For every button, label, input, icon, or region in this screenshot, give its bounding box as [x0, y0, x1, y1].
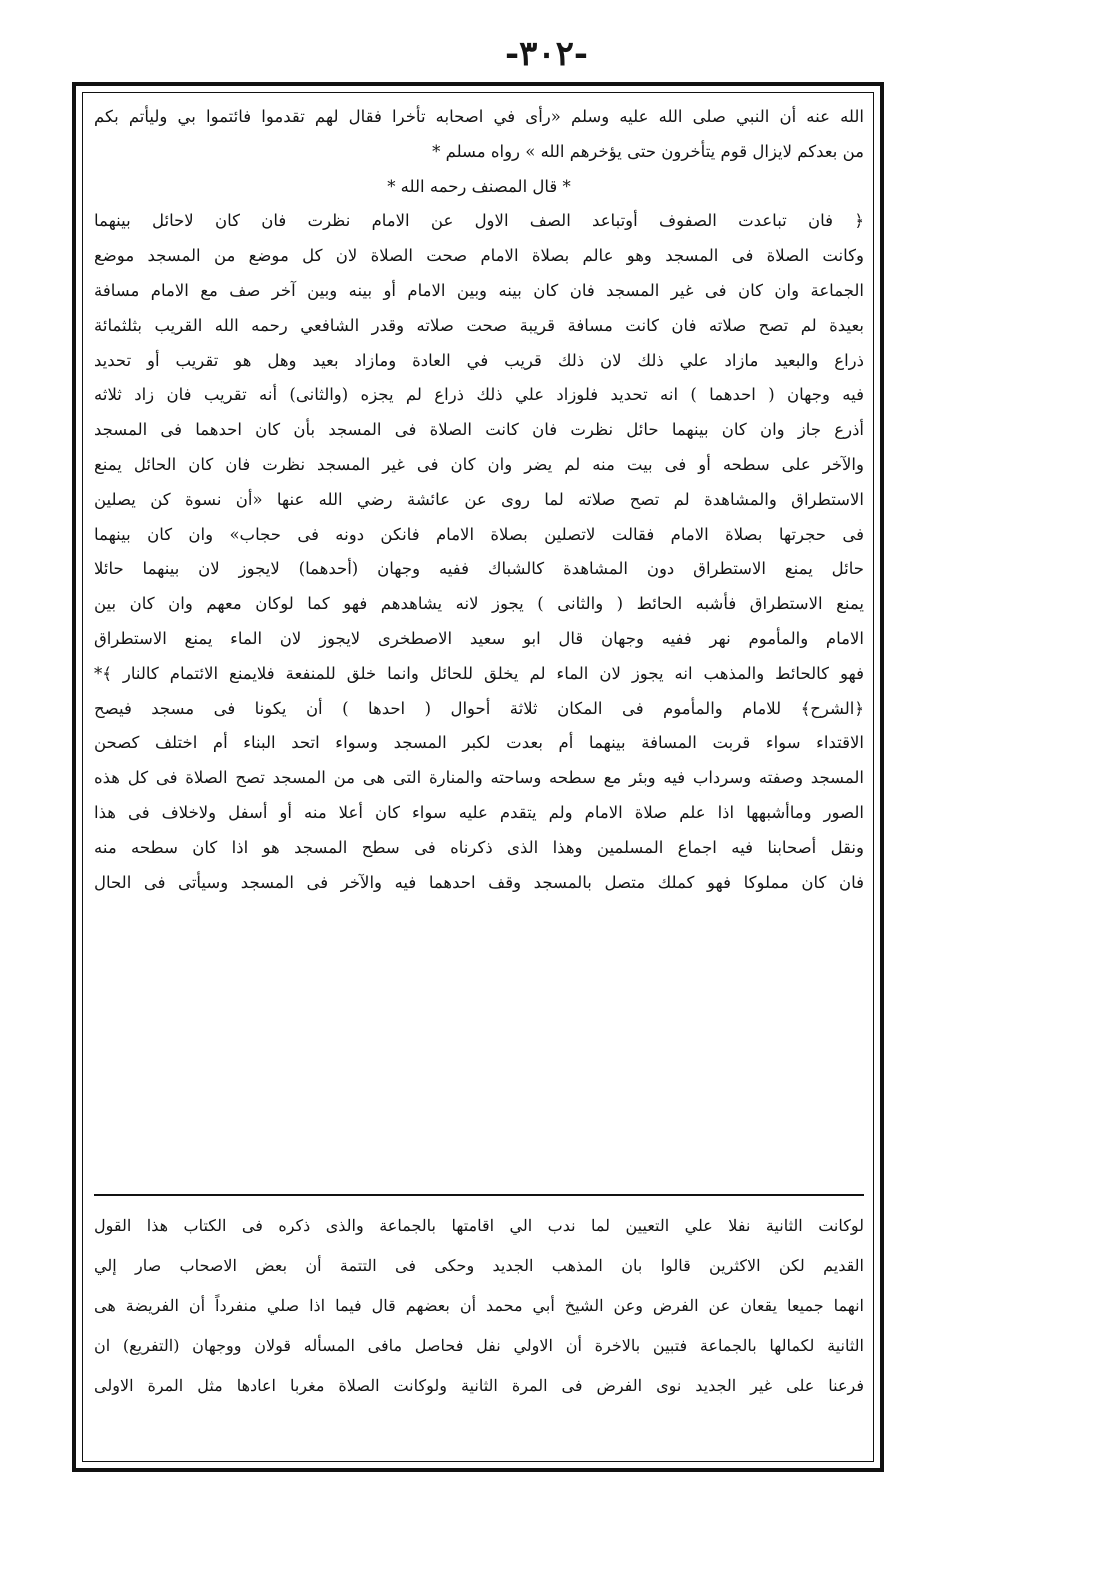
- footnote-line: انهما جميعا يقعان عن الفرض وعن الشيخ أبي محمد أن بعضهم قال فيما اذا صلي منفرداً أن الفريضة هى: [94, 1296, 864, 1315]
- footnote-divider: [94, 1194, 864, 1196]
- main-text-line: ﴿ فان تباعدت الصفوف أوتباعد الصف الاول عن الامام نظرت فان كان لاحائل بينهما: [94, 211, 864, 231]
- main-text-line: فى حجرتها بصلاة الامام فقالت لاتصلين بصلاة الامام فانكن دونه فى حجاب» وان كان بينهما: [94, 524, 864, 544]
- main-text-line: الصور وماأشبهها اذا علم صلاة الامام ولم يتقدم عليه سواء كان أعلا منه أو أسفل ولاخلاف فى هذا: [94, 802, 864, 822]
- page-frame: [72, 82, 884, 1472]
- main-text-line: يمنع الاستطراق فأشبه الحائط ( والثانى ) يجوز لانه يشاهدهم فهو كما لوكان معهم وان كان بين: [94, 594, 864, 614]
- main-text-line: الامام والمأموم نهر ففيه وجهان قال ابو سعيد الاصطخرى لايجوز لان الماء يمنع الاستطراق: [94, 628, 864, 648]
- page-number: -٣٠٢-: [504, 34, 589, 74]
- main-text-line: وكانت الصلاة فى المسجد وهو عالم بصلاة الامام صحت الصلاة لان كل موضع من المسجد موضع: [94, 246, 864, 266]
- main-text-line: من بعدكم لايزال قوم يتأخرون حتى يؤخرهم الله » رواه مسلم *: [432, 141, 864, 161]
- main-text-line: بعيدة لم تصح صلاته فان كانت مسافة قريبة صحت صلاته وقدر الشافعي رحمه الله القريب بثلثمائة: [94, 315, 864, 335]
- main-text-line: أذرع جاز وان كان بينهما حائل نظرت فان كانت الصلاة فى المسجد بأن كان احدهما فى المسجد: [94, 420, 864, 440]
- main-text-line: والآخر على سطحه أو فى بيت منه لم يضر وان كان فى غير المسجد نظرت فان كان الحائل يمنع: [94, 454, 864, 474]
- main-text-line: الجماعة وان كان فى غير المسجد فان كان بينه وبين الامام أو بينه وبين آخر صف مع الامام مسافة: [94, 280, 864, 300]
- footnote-block: [94, 1206, 864, 1406]
- main-text-line: الاقتداء سواء قربت المسافة بينهما أم بعدت لكبر المسجد وسواء اتحد البناء أم اختلف كصحن: [94, 733, 864, 753]
- section-heading: * قال المصنف رحمه الله *: [387, 176, 571, 196]
- footnote-line: لوكانت الثانية نفلا علي التعيين لما ندب الي اقامتها بالجماعة والذى ذكره فى الكتاب هذا القول: [94, 1216, 864, 1235]
- footnote-line: القديم لكن الاكثرين قالوا بان المذهب الجديد وحكى فى التتمة أن بعض الاصحاب صار إلي: [94, 1256, 864, 1275]
- main-text-line: ﴿الشرح﴾ للامام والمأموم فى المكان ثلاثة أحوال ( احدها ) أن يكونا فى مسجد فيصح: [94, 698, 864, 718]
- main-text-line: فيه وجهان ( احدهما ) انه تحديد فلوزاد علي ذلك ذراع لم يجزه (والثانى) أنه تقريب فان زاد ثلاثه: [94, 385, 864, 405]
- main-text-line: حائل يمنع الاستطراق دون المشاهدة كالشباك ففيه وجهان (أحدهما) لايجوز لان بينهما حائلا: [94, 559, 864, 579]
- footnote-line: الثانية لكمالها بالجماعة فتبين بالاخرة أن الاولي نفل فحاصل مافى المسأله قولان ووجهان (التفريع) ان: [94, 1336, 864, 1355]
- main-text-line: الله عنه أن النبي صلى الله عليه وسلم «رأى في اصحابه تأخرا فقال لهم تقدموا فائتموا بي وليأتم بكم: [94, 107, 864, 126]
- footnote-line: فرعنا على غير الجديد نوى الفرض فى المرة الثانية ولوكانت الصلاة مغربا اعادها مثل المرة الاولى: [94, 1376, 864, 1395]
- main-text-line: فهو كالحائط والمذهب انه يجوز لان الماء لم يخلق للحائل وانما خلق للمنفعة فلايمنع الائتمام كالنار ﴾*: [94, 663, 864, 683]
- main-text-line: ونقل أصحابنا فيه اجماع المسلمين وهذا الذى ذكرناه فى سطح المسجد هو اذا كان سطحه منه: [94, 837, 864, 857]
- main-text-line: المسجد وصفته وسرداب فيه وبئر مع سطحه وساحته والمنارة التى هى من المسجد تصح الصلاة فى كل هذه: [94, 768, 864, 788]
- main-text-block: [94, 100, 864, 900]
- main-text-line: ذراع والبعيد مازاد علي ذلك لان ذلك قريب في العادة ومازاد بعيد وهل هو تقريب أو تحديد: [94, 350, 864, 370]
- main-text-line: فان كان مملوكا فهو كملك متصل بالمسجد وقف احدهما فيه والآخر فى المسجد وسيأتى فى الحال: [94, 872, 864, 892]
- main-text-line: الاستطراق والمشاهدة لم تصح صلاته لما روى عن عائشة رضي الله عنها «أن نسوة كن يصلين: [94, 489, 864, 509]
